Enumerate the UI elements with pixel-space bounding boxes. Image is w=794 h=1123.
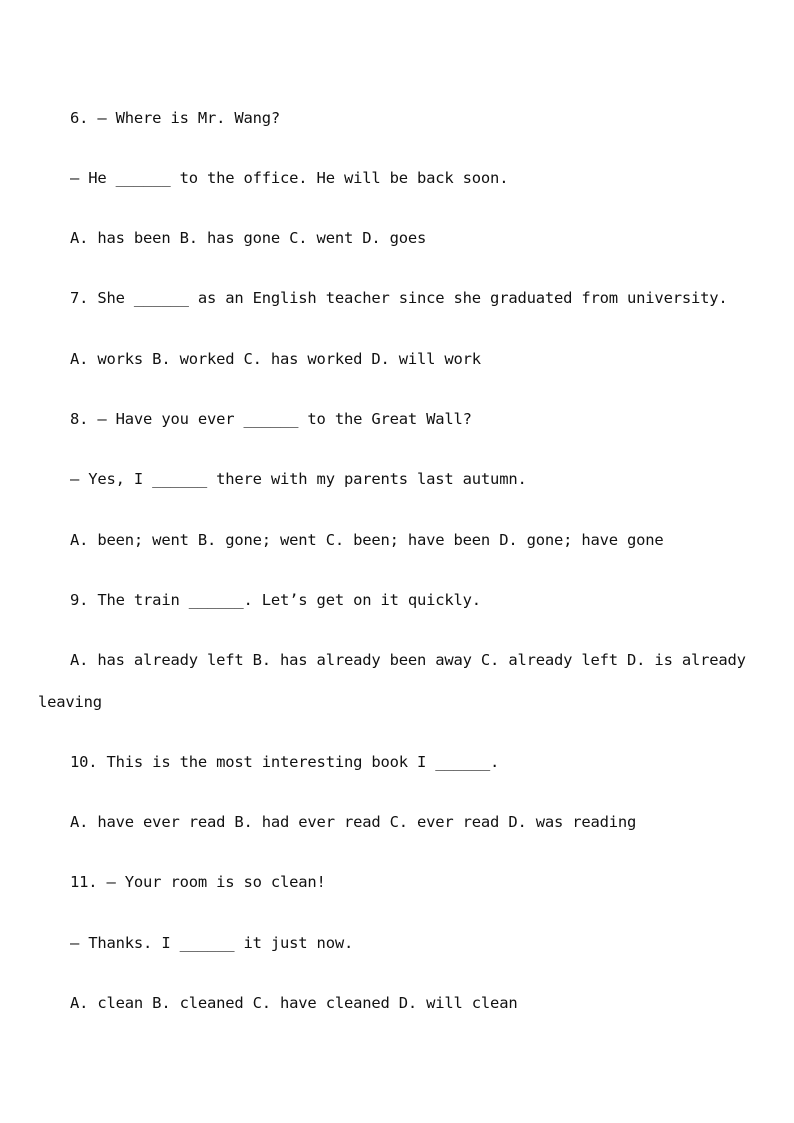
question-8-response: — Yes, I ______ there with my parents last autumn. xyxy=(70,470,527,488)
question-11-response: — Thanks. I ______ it just now. xyxy=(70,934,354,952)
question-9-stem: 9. The train ______. Let’s get on it quickly. xyxy=(70,591,481,609)
question-11-options: A. clean B. cleaned C. have cleaned D. will clean xyxy=(70,994,518,1012)
question-9-options: A. has already left B. has already been away C. already left D. is already xyxy=(70,651,746,669)
question-8-options: A. been; went B. gone; went C. been; have been D. gone; have gone xyxy=(70,531,664,549)
question-9-options-continuation: leaving xyxy=(38,693,102,711)
question-6-stem: 6. — Where is Mr. Wang? xyxy=(70,109,281,127)
question-7-options: A. works B. worked C. has worked D. will work xyxy=(70,350,481,368)
question-8-stem: 8. — Have you ever ______ to the Great Wall? xyxy=(70,410,472,428)
question-10-stem: 10. This is the most interesting book I ______. xyxy=(70,753,500,771)
question-10-options: A. have ever read B. had ever read C. ever read D. was reading xyxy=(70,813,637,831)
question-7-stem: 7. She ______ as an English teacher since she graduated from university. xyxy=(70,289,728,307)
question-6-options: A. has been B. has gone C. went D. goes xyxy=(70,229,427,247)
question-6-response: — He ______ to the office. He will be back soon. xyxy=(70,169,509,187)
question-11-stem: 11. — Your room is so clean! xyxy=(70,873,326,891)
